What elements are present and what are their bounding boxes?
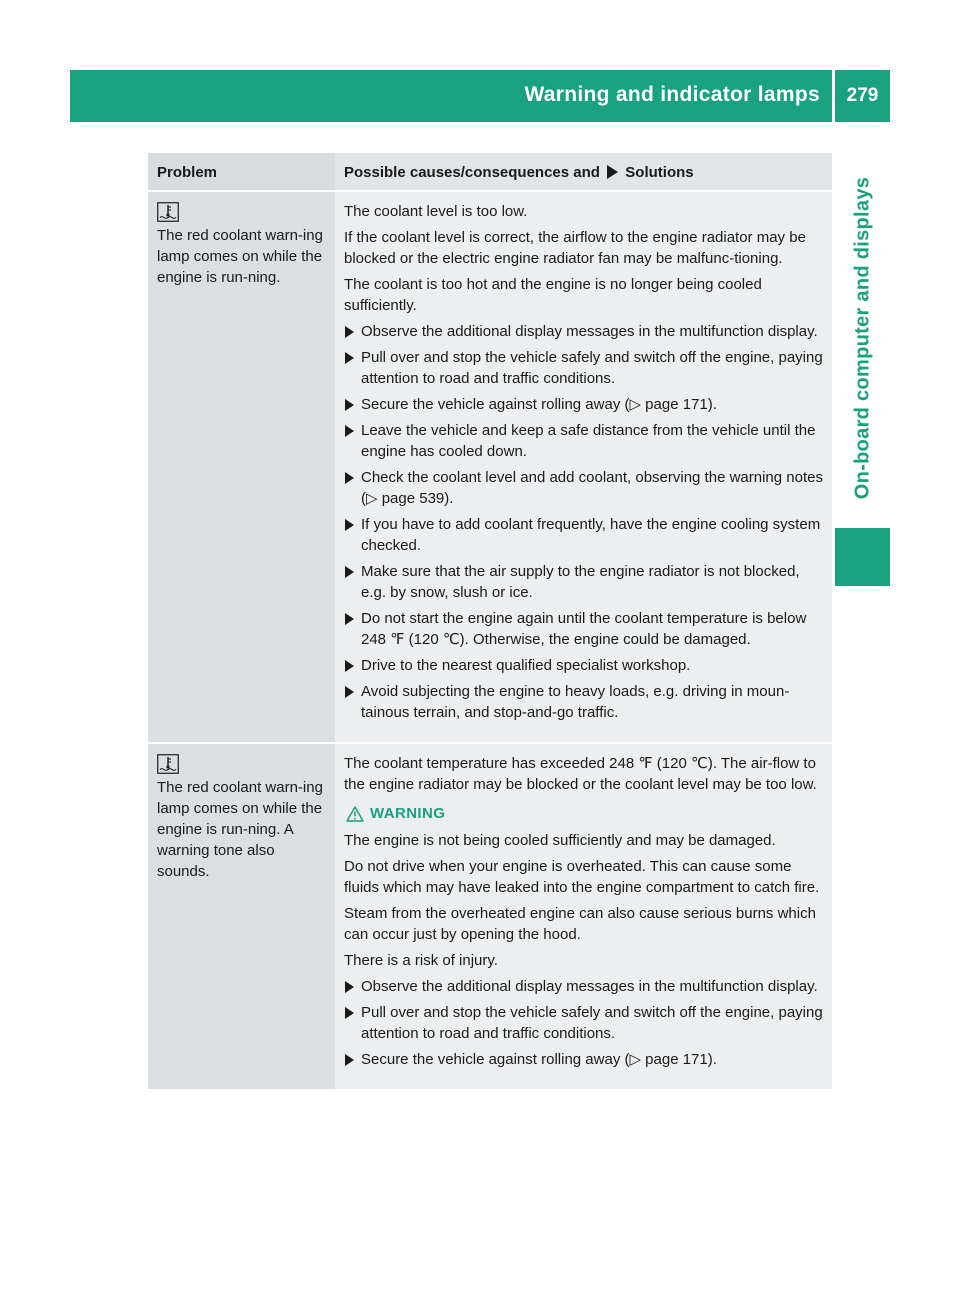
step-arrow-icon xyxy=(345,425,354,437)
play-arrow-icon xyxy=(607,165,618,179)
step-arrow-icon xyxy=(345,399,354,411)
cause-paragraph: The coolant temperature has exceeded 248 ℉ (120 ℃). The air-flow to the engine radiator may be blocked or the coolant level may be too low. xyxy=(344,755,817,793)
step-arrow-icon xyxy=(345,981,354,993)
step-arrow-icon xyxy=(345,326,354,338)
solution-step: Observe the additional display messages in the multifunction display. xyxy=(344,976,828,997)
header-bar xyxy=(70,70,832,122)
step-arrow-icon xyxy=(345,660,354,672)
solution-step: Secure the vehicle against rolling away (▷ page 171). xyxy=(344,394,828,415)
problem-description: The red coolant warn-ing lamp comes on while the engine is run-ning. xyxy=(157,227,323,286)
step-arrow-icon xyxy=(345,686,354,698)
page-number: 279 xyxy=(846,85,879,106)
solution-step: Pull over and stop the vehicle safely and switch off the engine, paying attention to road and traffic conditions. xyxy=(344,1002,828,1044)
step-arrow-icon xyxy=(345,472,354,484)
problem-cell xyxy=(148,191,335,743)
solution-step: If you have to add coolant frequently, have the engine cooling system checked. xyxy=(344,514,828,556)
problem-description: The red coolant warn-ing lamp comes on while the engine is run-ning. A warning tone also sounds. xyxy=(157,779,323,880)
step-arrow-icon xyxy=(345,566,354,578)
solution-step: Make sure that the air supply to the engine radiator is not blocked, e.g. by snow, slush or ice. xyxy=(344,561,828,603)
step-arrow-icon xyxy=(345,1007,354,1019)
solution-step: Pull over and stop the vehicle safely and switch off the engine, paying attention to road and traffic conditions. xyxy=(344,347,828,389)
warning-heading xyxy=(344,803,828,824)
solution-step: Leave the vehicle and keep a safe distance from the vehicle until the engine has cooled down. xyxy=(344,420,828,462)
solution-step: Avoid subjecting the engine to heavy loads, e.g. driving in moun-tainous terrain, and stop-and-go traffic. xyxy=(344,681,828,723)
table-row xyxy=(148,743,832,1089)
warning-paragraph: Steam from the overheated engine can also cause serious burns which can occur just by opening the hood. xyxy=(344,905,816,943)
column-header-problem: Problem xyxy=(148,153,335,191)
problem-cell xyxy=(148,743,335,1089)
page-title: Warning and indicator lamps xyxy=(524,83,820,106)
cause-paragraph: The coolant level is too low. xyxy=(344,203,528,220)
column-header-solutions xyxy=(335,153,832,191)
coolant-temperature-icon xyxy=(157,754,179,774)
warning-triangle-icon xyxy=(346,806,364,822)
solution-step: Check the coolant level and add coolant, observing the warning notes (▷ page 539). xyxy=(344,467,828,509)
coolant-temperature-icon xyxy=(157,202,179,222)
chapter-label: On-board computer and displays xyxy=(851,176,873,500)
cause-paragraph: If the coolant level is correct, the airflow to the engine radiator may be blocked or the electric engine radiator fan may be malfunc-tioning. xyxy=(344,229,806,267)
solutions-header-suffix: Solutions xyxy=(625,164,694,181)
page-number-box xyxy=(835,70,890,122)
warning-paragraph: The engine is not being cooled sufficiently and may be damaged. xyxy=(344,832,776,849)
solution-step: Do not start the engine again until the coolant temperature is below 248 ℉ (120 ℃). Otherwise, the engine could be damaged. xyxy=(344,608,828,650)
step-arrow-icon xyxy=(345,519,354,531)
chapter-marker-block xyxy=(835,528,890,586)
step-arrow-icon xyxy=(345,352,354,364)
chapter-side-tab xyxy=(835,128,890,548)
solution-step: Secure the vehicle against rolling away (▷ page 171). xyxy=(344,1049,828,1070)
step-arrow-icon xyxy=(345,1054,354,1066)
step-arrow-icon xyxy=(345,613,354,625)
warning-paragraph: Do not drive when your engine is overheated. This can cause some fluids which may have leaked into the engine compartment to catch fire. xyxy=(344,858,820,896)
solution-cell xyxy=(335,743,832,1089)
table-header-row xyxy=(148,153,832,191)
table-row xyxy=(148,191,832,743)
solutions-header-prefix: Possible causes/consequences and xyxy=(344,164,600,181)
solution-step: Observe the additional display messages in the multifunction display. xyxy=(344,321,828,342)
solution-step: Drive to the nearest qualified specialist workshop. xyxy=(344,655,828,676)
problem-solution-table xyxy=(148,153,832,1089)
warning-label: WARNING xyxy=(370,805,446,822)
cause-paragraph: The coolant is too hot and the engine is no longer being cooled sufficiently. xyxy=(344,276,762,314)
solution-cell xyxy=(335,191,832,743)
warning-paragraph: There is a risk of injury. xyxy=(344,952,498,969)
